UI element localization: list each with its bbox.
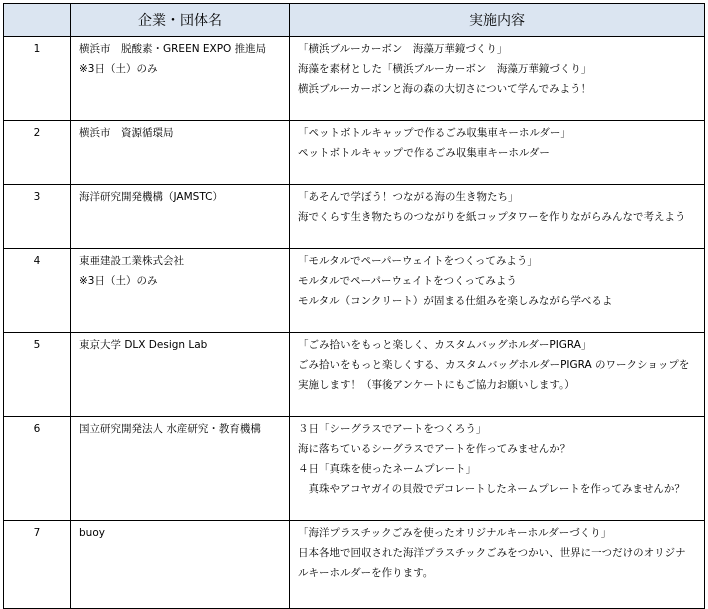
content-line: 海でくらす生き物たちのつながりを紙コップタワーを作りながらみんなで考えよう (298, 211, 686, 223)
content-line: ペットボトルキャップで作るごみ収集車キーホルダー (298, 147, 550, 159)
organization-name: 東京大学 DLX Design Lab (79, 339, 208, 351)
organization-cell (71, 37, 290, 121)
content-cell (290, 333, 705, 417)
organization-cell (71, 417, 290, 521)
organization-cell (71, 521, 290, 609)
table-body (4, 37, 705, 609)
organization-name: 横浜市 資源循環局 (79, 127, 174, 139)
row-number: 2 (4, 121, 71, 185)
content-line: 横浜ブルーカーボンと海の森の大切さについて学んでみよう！ (298, 83, 592, 95)
table-row (4, 417, 705, 521)
table-row (4, 37, 705, 121)
content-cell (290, 121, 705, 185)
content-line: 「海洋プラスチックごみを使ったオリジナルキーホルダーづくり」 (298, 527, 612, 539)
content-line: 実施します！（事後アンケートにもご協力お願いします。） (298, 379, 575, 391)
header-row (4, 4, 705, 37)
table-row (4, 333, 705, 417)
content-line: 「モルタルでペーパーウェイトをつくってみよう」 (298, 255, 538, 267)
organization-name: 国立研究開発法人 水産研究・教育機構 (79, 423, 261, 435)
row-number: 6 (4, 417, 71, 521)
content-line: 「ごみ拾いをもっと楽しく、カスタムバッグホルダーPIGRA」 (298, 339, 592, 351)
organization-note: ※3日（土）のみ (79, 275, 158, 287)
content-line: ３日「シーグラスでアートをつくろう」 (298, 423, 487, 435)
organization-cell (71, 333, 290, 417)
content-cell (290, 37, 705, 121)
organization-name: buoy (79, 527, 105, 539)
content-line: モルタルでペーパーウェイトをつくってみよう (298, 275, 517, 287)
table-row (4, 521, 705, 609)
content-line: 海に落ちているシーグラスでアートを作ってみませんか？ (298, 443, 571, 455)
organization-name: 東亜建設工業株式会社 (79, 255, 184, 267)
content-line: ごみ拾いをもっと楽しくする、カスタムバッグホルダーPIGRA のワークショップを (298, 359, 690, 371)
content-line: 真珠やアコヤガイの貝殻でデコレートしたネームプレートを作ってみませんか？ (298, 483, 685, 495)
content-line: 海藻を素材とした「横浜ブルーカーボン 海藻万華鏡づくり」 (298, 63, 592, 75)
table-row (4, 121, 705, 185)
table-row (4, 185, 705, 249)
content-line: モルタル（コンクリート）が固まる仕組みを楽しみながら学べるよ (298, 295, 613, 307)
organization-cell (71, 249, 290, 333)
content-cell (290, 185, 705, 249)
content-cell (290, 521, 705, 609)
organization-note: ※3日（土）のみ (79, 63, 158, 75)
header-organization: 企業・団体名 (71, 4, 290, 37)
organization-name: 横浜市 脱酸素・GREEN EXPO 推進局 (79, 43, 267, 55)
row-number: 3 (4, 185, 71, 249)
row-number: 1 (4, 37, 71, 121)
row-number: 7 (4, 521, 71, 609)
header-number (4, 4, 71, 37)
organization-name: 海洋研究開発機構（JAMSTC） (79, 191, 223, 203)
table-row (4, 249, 705, 333)
events-table (3, 3, 705, 609)
content-line: 「あそんで学ぼう！つながる海の生き物たち」 (298, 191, 519, 203)
content-line: ４日「真珠を使ったネームプレート」 (298, 463, 477, 475)
organization-cell (71, 121, 290, 185)
content-line: 「ペットボトルキャップで作るごみ収集車キーホルダー」 (298, 127, 571, 139)
content-line: ルキーホルダーを作ります。 (298, 567, 434, 579)
row-number: 5 (4, 333, 71, 417)
content-line: 「横浜ブルーカーボン 海藻万華鏡づくり」 (298, 43, 508, 55)
organization-cell (71, 185, 290, 249)
content-line: 日本各地で回収された海洋プラスチックごみをつかい、世界に一つだけのオリジナ (298, 547, 686, 559)
content-cell (290, 417, 705, 521)
content-cell (290, 249, 705, 333)
header-content: 実施内容 (290, 4, 705, 37)
row-number: 4 (4, 249, 71, 333)
